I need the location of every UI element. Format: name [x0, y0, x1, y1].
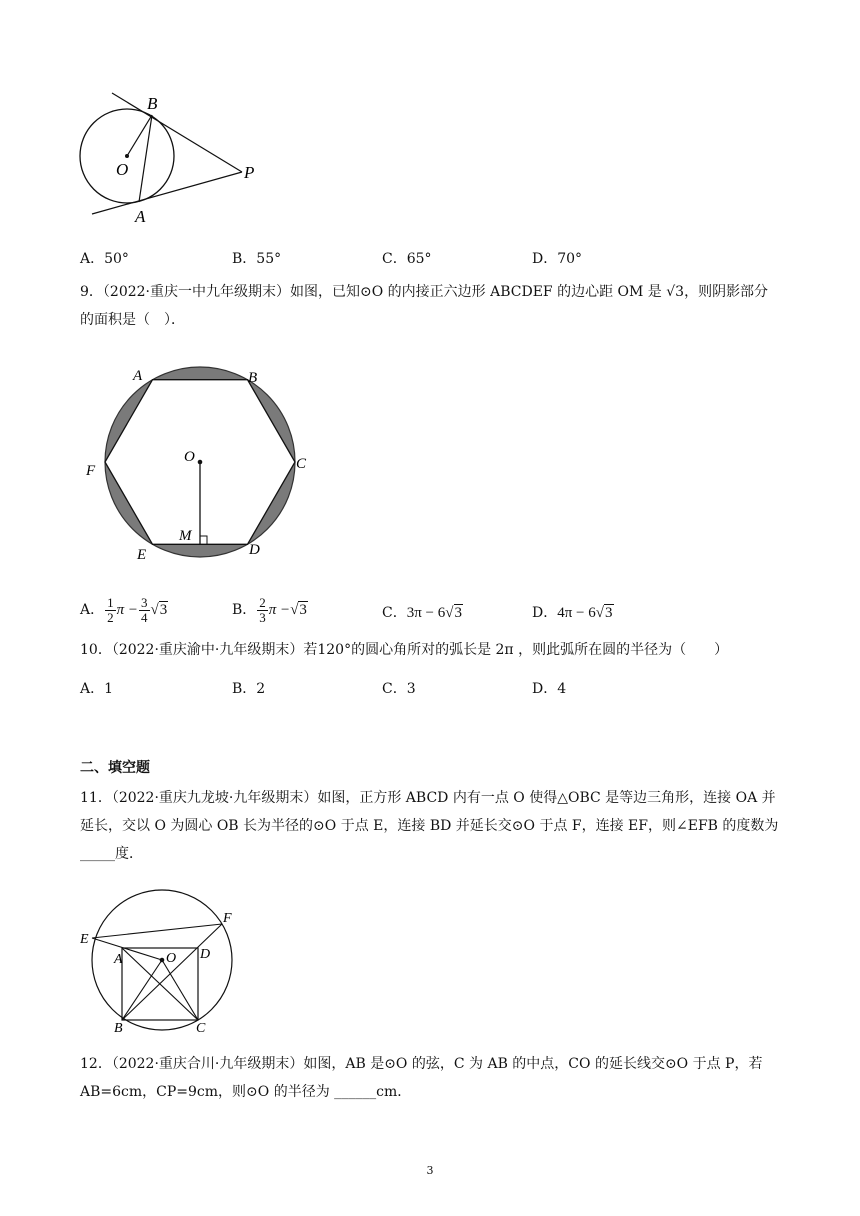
question-9: 9．（2022·重庆一中九年级期末）如图，已知⊙O 的内接正六边形 ABCDEF 的边心距 OM 是 √3，则阴影部分的面积是（ ）．: [80, 284, 769, 328]
q10-option-a: A．1: [80, 681, 114, 697]
radicand: 3: [299, 601, 307, 618]
center-dot: [125, 154, 129, 158]
option-letter: B．: [232, 601, 257, 618]
radicand: 3: [605, 605, 613, 621]
label-o: O: [166, 951, 177, 966]
figure-q9: [80, 362, 320, 572]
q10-option-b: B．2: [232, 681, 266, 697]
label-a: A: [133, 368, 143, 384]
option-letter: A．: [80, 601, 105, 618]
label-d: D: [200, 947, 211, 962]
q9-option-d: D．4π − 6√3: [532, 605, 613, 621]
q9-option-a: A． $\frac{1}{2}$ π − $\frac{3}{4}$ √3: [80, 595, 168, 625]
expression: 3π − 6: [406, 605, 446, 621]
label-m: M: [179, 528, 192, 544]
denominator: 3: [259, 610, 266, 625]
center-dot: [160, 958, 165, 963]
numerator: 1: [107, 595, 114, 610]
section-title: 二、填空题: [80, 760, 150, 776]
radicand: 3: [159, 601, 168, 618]
denominator: 2: [107, 610, 114, 625]
q8-option-d: D．70°: [532, 251, 583, 267]
question-12: 12．（2022·重庆合川·九年级期末）如图，AB 是⊙O 的弦，C 为 AB 的中点，CO 的延长线交⊙O 于点 P，若 AB=6cm，CP=9cm，则⊙O 的半径为 ______cm．: [80, 1056, 763, 1100]
question-11: 11．（2022·重庆九龙坡·九年级期末）如图，正方形 ABCD 内有一点 O 使得△OBC 是等边三角形，连接 OA 并延长，交以 O 为圆心 OB 长为半径的⊙O 于点 E，连接 BD 并延长交⊙O 于点 F，连接 EF，则∠EFB 的度数为_____度．: [80, 790, 779, 862]
label-p: P: [244, 163, 255, 182]
option-letter: C．: [382, 605, 407, 621]
label-c: C: [196, 1021, 206, 1036]
segment-bf: [122, 924, 222, 1020]
pi-term: π −: [116, 601, 139, 618]
label-a: A: [114, 952, 123, 967]
segment-ef: [92, 924, 222, 938]
q8-option-c: C．65°: [382, 251, 432, 267]
segment-ob: [122, 960, 162, 1020]
denominator: 4: [141, 610, 148, 625]
q8-option-b: B．55°: [232, 251, 282, 267]
radius-ob: [127, 115, 152, 156]
fraction: [257, 596, 268, 625]
label-e: E: [137, 547, 147, 563]
page-number: 3: [426, 1164, 434, 1177]
fraction: [105, 596, 116, 625]
label-d: D: [249, 542, 260, 558]
tangent-pb: [112, 93, 242, 172]
q9-option-c: C．3π − 6√3: [382, 605, 462, 621]
segment-eo: [92, 938, 162, 960]
expression: 4π − 6: [557, 605, 596, 621]
q10-option-d: D．4: [532, 681, 567, 697]
label-a: A: [135, 207, 146, 226]
q8-option-a: A．50°: [80, 251, 129, 267]
figure-q8: [76, 88, 276, 230]
label-b: B: [147, 94, 158, 113]
label-c: C: [296, 456, 307, 472]
question-10: 10．（2022·重庆渝中·九年级期末）若120°的圆心角所对的弧长是 2π ，则此弧所在圆的半径为（ ）: [80, 642, 729, 658]
numerator: 3: [141, 595, 148, 610]
option-letter: D．: [532, 605, 558, 621]
figure-q11: [80, 886, 250, 1036]
q10-option-c: C．3: [382, 681, 416, 697]
q9-option-b: B． $\frac{2}{3}$ π −√3: [232, 595, 307, 625]
label-o: O: [184, 449, 195, 465]
segment-oc: [162, 960, 198, 1020]
center-dot: [198, 460, 203, 465]
label-b: B: [114, 1021, 123, 1036]
tangent-pa: [92, 172, 242, 214]
fraction: [139, 596, 150, 625]
radicand: 3: [454, 605, 462, 621]
numerator: 2: [259, 595, 266, 610]
label-f: F: [223, 911, 232, 926]
label-o: O: [116, 160, 129, 179]
pi-term: π −: [268, 601, 291, 618]
chord-ab: [139, 115, 152, 202]
label-b: B: [248, 370, 258, 386]
label-e: E: [80, 932, 89, 947]
label-f: F: [86, 463, 96, 479]
